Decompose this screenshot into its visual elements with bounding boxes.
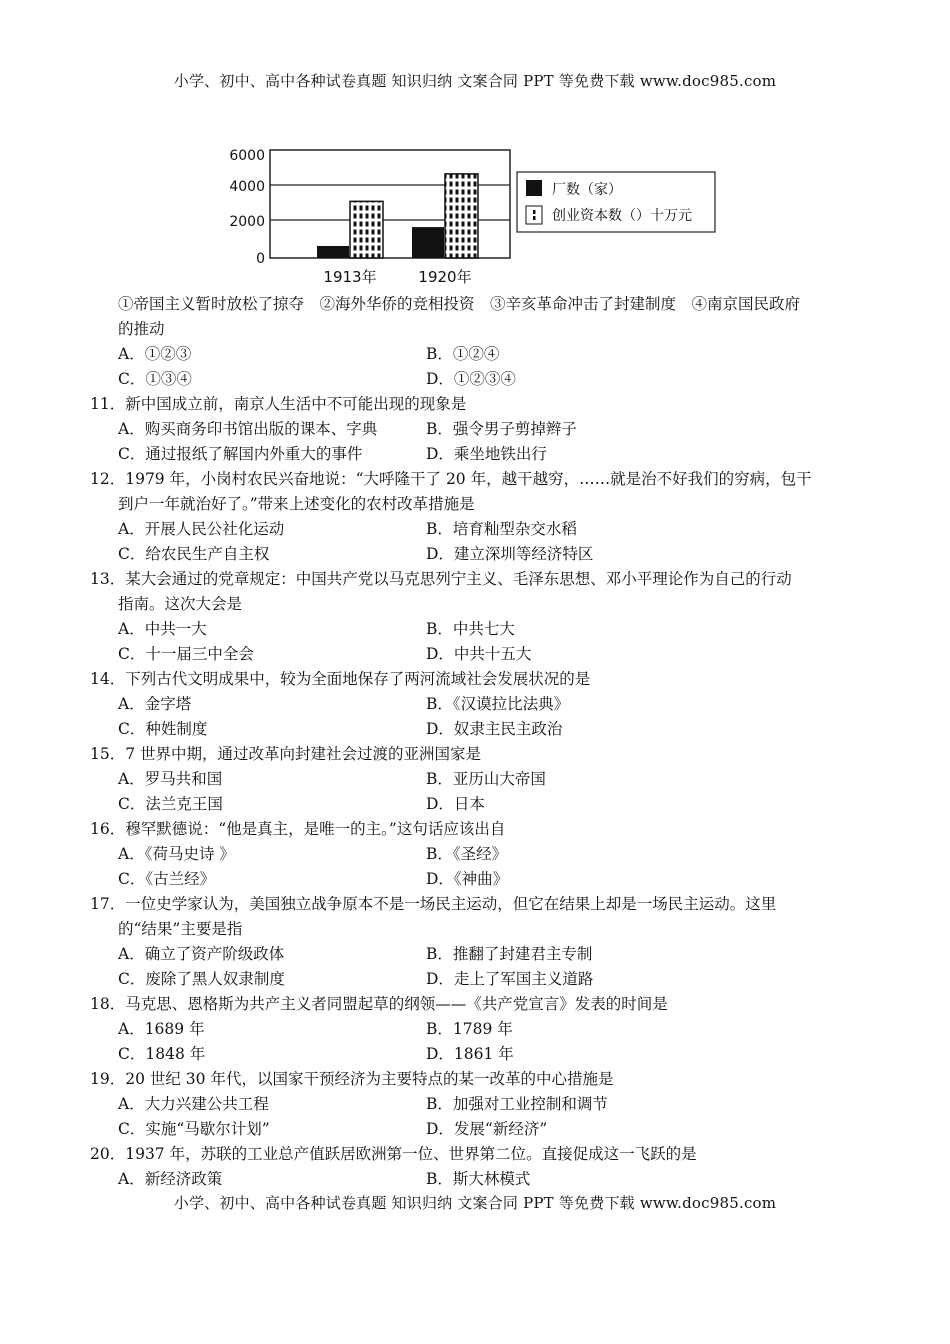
q14-option-a: A．金字塔 [118, 695, 192, 713]
y-tick-label: 6000 [229, 148, 265, 164]
q13-option-a: A．中共一大 [118, 620, 207, 638]
q11-option-c: C．通过报纸了解国内外重大的事件 [118, 445, 363, 463]
q15-stem: 15．7 世界中期，通过改革向封建社会过渡的亚洲国家是 [90, 745, 482, 763]
q12-option-c: C．给农民生产自主权 [118, 545, 270, 563]
bar-capital [445, 174, 478, 258]
q18-option-d: D．1861 年 [426, 1045, 514, 1063]
q20-option-b: B．斯大林模式 [426, 1170, 531, 1188]
q12-option-d: D．建立深圳等经济特区 [426, 545, 594, 563]
q19-stem: 19．20 世纪 30 年代，以国家干预经济为主要特点的某一改革的中心措施是 [90, 1070, 614, 1088]
q13-stem-line2: 指南。这次大会是 [118, 595, 243, 613]
q14-option-b: B．《汉谟拉比法典》 [426, 695, 570, 713]
q19-option-a: A．大力兴建公共工程 [118, 1095, 269, 1113]
x-tick-label: 1920年 [418, 268, 472, 286]
q14-option-d: D．奴隶主民主政治 [426, 720, 563, 738]
y-axis-ticks [229, 148, 265, 267]
q17-stem-line2: 的“结果”主要是指 [118, 920, 243, 938]
y-tick-label: 0 [256, 251, 265, 267]
q13-stem-line1: 13．某大会通过的党章规定：中国共产党以马克思列宁主义、毛泽东思想、邓小平理论作为自己的行动 [90, 570, 792, 588]
q12-option-a: A．开展人民公社化运动 [118, 520, 285, 538]
q15-option-d: D．日本 [426, 795, 485, 813]
bar-factories [412, 227, 444, 258]
bars [317, 174, 478, 258]
bar-factories [317, 246, 349, 258]
q11-stem: 11．新中国成立前，南京人生活中不可能出现的现象是 [90, 395, 467, 413]
q20-option-a: A．新经济政策 [118, 1170, 223, 1188]
q13-option-d: D．中共十五大 [426, 645, 532, 663]
q19-option-b: B．加强对工业控制和调节 [426, 1095, 608, 1113]
q11-option-d: D．乘坐地铁出行 [426, 445, 547, 463]
q12-option-b: B．培育籼型杂交水稻 [426, 520, 577, 538]
q18-option-a: A．1689 年 [118, 1020, 205, 1038]
q18-stem: 18．马克思、恩格斯为共产主义者同盟起草的纲领——《共产党宣言》发表的时间是 [90, 995, 668, 1013]
q16-option-d: D．《神曲》 [426, 870, 509, 888]
page-footer: 小学、初中、高中各种试卷真题 知识归纳 文案合同 PPT 等免费下载 www.doc985.com [173, 1194, 777, 1212]
legend [517, 172, 715, 232]
x-axis-ticks [323, 268, 471, 286]
question-list [90, 292, 863, 1192]
q17-option-d: D．走上了军国主义道路 [426, 970, 594, 988]
q15-option-b: B．亚历山大帝国 [426, 770, 546, 788]
legend-label-capital: 创业资本数（）十万元 [552, 208, 692, 224]
q12-stem-line2: 到户一年就治好了。”带来上述变化的农村改革措施是 [118, 495, 475, 513]
y-tick-label: 4000 [229, 179, 265, 195]
q17-option-b: B．推翻了封建君主专制 [426, 945, 593, 963]
q19-option-c: C．实施“马歇尔计划” [118, 1120, 270, 1138]
legend-swatch-solid [526, 180, 542, 196]
q10-option-a: A．①②③ [118, 345, 192, 363]
q17-stem-line1: 17．一位史学家认为，美国独立战争原本不是一场民主运动，但它在结果上却是一场民主运动。这里 [90, 895, 777, 913]
q13-option-c: C．十一届三中全会 [118, 645, 254, 663]
page-header: 小学、初中、高中各种试卷真题 知识归纳 文案合同 PPT 等免费下载 www.doc985.com [173, 72, 777, 90]
x-tick-label: 1913年 [323, 268, 377, 286]
q16-option-b: B．《圣经》 [426, 845, 508, 863]
bar-capital [350, 201, 383, 258]
q11-option-b: B．强令男子剪掉辫子 [426, 420, 577, 438]
q15-option-c: C．法兰克王国 [118, 795, 223, 813]
bar-chart [220, 140, 720, 290]
legend-swatch-building [526, 206, 542, 224]
q14-stem: 14．下列古代文明成果中，较为全面地保存了两河流域社会发展状况的是 [90, 670, 591, 688]
q14-option-c: C．种姓制度 [118, 720, 208, 738]
q16-option-a: A．《荷马史诗 》 [118, 845, 235, 863]
q11-option-a: A．购买商务印书馆出版的课本、字典 [118, 420, 378, 438]
q12-stem-line1: 12．1979 年，小岗村农民兴奋地说：“大呼隆干了 20 年，越干越穷，……就是治不好我们的穷病，包干 [90, 470, 812, 488]
q16-stem: 16．穆罕默德说：“他是真主，是唯一的主。”这句话应该出自 [90, 820, 506, 838]
q10-option-d: D．①②③④ [426, 370, 516, 388]
q17-option-c: C．废除了黑人奴隶制度 [118, 970, 285, 988]
q10-stem-line1: ①帝国主义暂时放松了掠夺 ②海外华侨的竞相投资 ③辛亥革命冲击了封建制度 ④南京国民政府 [118, 295, 801, 313]
q10-option-c: C．①③④ [118, 370, 192, 388]
q19-option-d: D．发展“新经济” [426, 1120, 548, 1138]
q16-option-c: C．《古兰经》 [118, 870, 216, 888]
q20-stem: 20．1937 年，苏联的工业总产值跃居欧洲第一位、世界第二位。直接促成这一飞跃的是 [90, 1145, 697, 1163]
q17-option-a: A．确立了资产阶级政体 [118, 945, 285, 963]
q18-option-c: C．1848 年 [118, 1045, 206, 1063]
q15-option-a: A．罗马共和国 [118, 770, 223, 788]
q13-option-b: B．中共七大 [426, 620, 515, 638]
y-tick-label: 2000 [229, 214, 265, 230]
q10-stem-line2: 的推动 [118, 320, 165, 338]
q10-option-b: B．①②④ [426, 345, 500, 363]
legend-label-factories: 厂数（家） [552, 182, 622, 198]
q18-option-b: B．1789 年 [426, 1020, 513, 1038]
